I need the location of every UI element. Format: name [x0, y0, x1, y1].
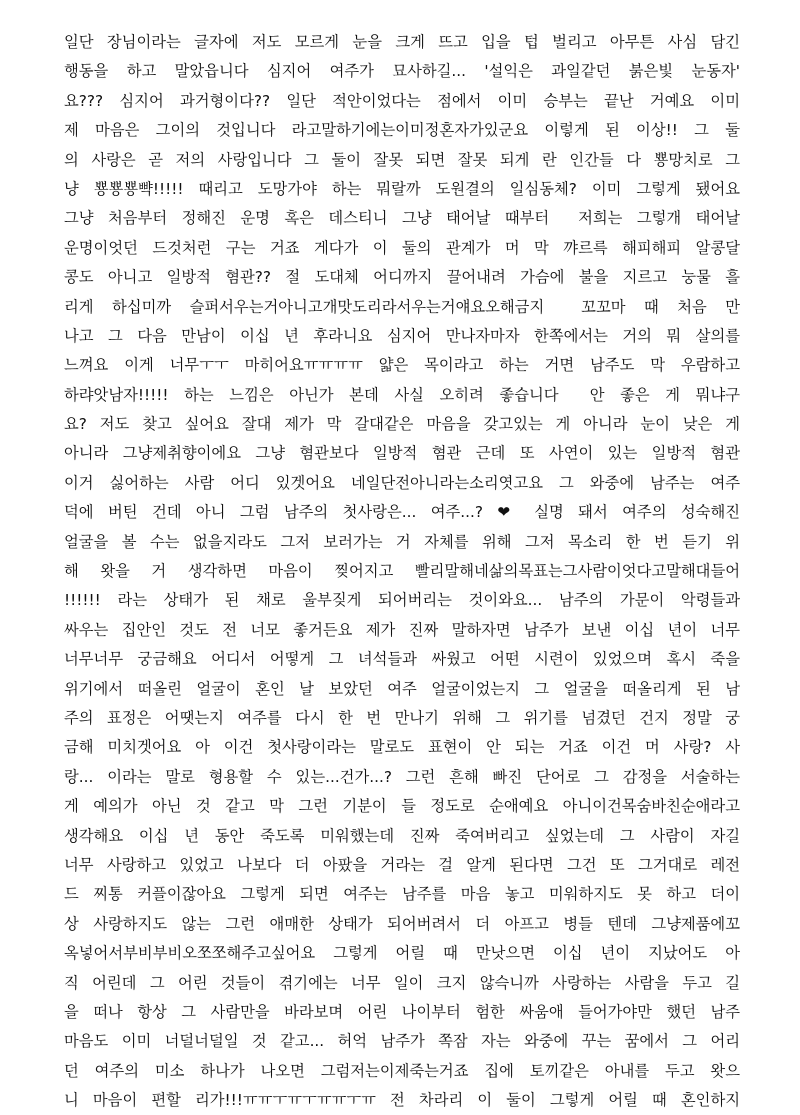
text-line: 그냥 처음부터 정해진 운명 혹은 데스티니 그냥 태어날 때부터 저희는 그렇개 태어날 — [64, 209, 740, 228]
text-line: 드 찌통 커플이잖아요 그렇게 되면 여주는 남주를 마음 놓고 미워하지도 못 하고 더이 — [64, 885, 740, 904]
text-line: 싸우는 집안인 것도 전 너모 좋거든요 제가 진짜 말하자면 남주가 보낸 이십 년이 너무 — [64, 620, 740, 639]
text-line: 직 어린데 그 어린 것들이 겪기에는 너무 일이 크지 않슥니까 사랑하는 사람을 두고 길 — [64, 973, 740, 992]
text-line: 얼굴을 볼 수는 없을지라도 그저 보러가는 거 자체를 위해 그저 목소리 한 번 듣기 위 — [64, 532, 740, 551]
text-line: 의 사랑은 곧 저의 사랑입니다 그 둘이 잘못 되면 잘못 되게 란 인간들 다 뿅망치로 그 — [64, 150, 740, 169]
text-line: 상 사랑하지도 않는 그런 애매한 상태가 되어버려서 더 아프고 병들 텐데 그냥제품에꼬 — [64, 914, 740, 933]
text-line: 해 왓을 거 생각하면 마음이 찢어지고 빨리말해네삶의목표는그사람이엇다고말해대들어 — [64, 562, 740, 581]
text-line: 리게 하십미까 슬퍼서우는거아니고개맛도리라서우는거얘요오해금지 꼬꼬마 때 처음 만 — [64, 297, 740, 316]
text-line: 랑... 이라는 말로 형용할 수 있는...건가...? 그런 흔해 빠진 단어로 그 감정을 서술하는 — [64, 767, 740, 786]
text-line: 너무 사랑하고 있었고 나보다 더 아팠을 거라는 걸 알게 된다면 그건 또 그거대로 레전 — [64, 855, 740, 874]
text-line: 느껴요 이게 너무ㅜㅜ 마히어요ㅠㅠㅠㅠ 얇은 목이라고 하는 거면 남주도 막 우람하고 — [64, 356, 740, 375]
text-line: 생각해요 이십 년 동안 죽도록 미워했는데 진짜 죽여버리고 싶었는데 그 사람이 자길 — [64, 826, 740, 845]
text-line: 나고 그 다음 만남이 이십 년 후라니요 심지어 만나자마자 한쪽에서는 거의 뭐 살의를 — [64, 326, 740, 345]
text-line: 금해 미치겟어요 아 이건 첫사랑이라는 말로도 표현이 안 되는 거죠 이건 머 사랑? 사 — [64, 738, 740, 757]
text-line: 일단 장님이라는 글자에 저도 모르게 눈을 크게 뜨고 입을 텁 벌리고 아무튼 사심 담긴 — [64, 33, 740, 51]
text-line: 던 여주의 미소 하나가 나오면 그럼저는이제죽는거죠 집에 토끼같은 아내를 두고 왓으 — [64, 1061, 740, 1080]
text-line: 덕에 버틴 건데 아니 그럼 남주의 첫사랑은... 여주...? ❤ 실명 돼서 여주의 성숙해진 — [64, 503, 740, 522]
text-line: 요??? 심지어 과거형이다?? 일단 적안이었다는 점에서 이미 승부는 끝난 거예요 이미 — [64, 91, 740, 110]
text-line: 을 떠나 항상 그 사람만을 바라보며 어린 나이부터 험한 싸움애 들어가야만 했던 남주 — [64, 1002, 740, 1021]
text-line: !!!!!! 라는 상태가 된 채로 울부짖게 되어버리는 것이와요... 남주의 가문이 악령들과 — [64, 591, 740, 610]
text-line: 제 마음은 그이의 것입니다 라고말하기에는이미정혼자가있군요 이렇게 된 이상!! 그 둘 — [64, 121, 740, 140]
text-line: 냥 뿅뿅뿅뺙!!!!! 때리고 도망가야 하는 뭐랄까 도원결의 일심동체? 이미 그렇게 됐어요 — [64, 179, 740, 198]
text-line: 운명이엇던 드것처런 구는 거죠 게다가 이 둘의 관계가 머 막 꺄르륵 해피해피 알콩달 — [64, 238, 740, 257]
text-line: 아니라 그냥제취향이에요 그냥 혐관보다 일방적 혐관 근데 또 사연이 있는 일방적 혐관 — [64, 444, 740, 463]
text-line: 마음도 이미 너덜너덜일 것 같고... 허억 남주가 쪽잠 자는 와중에 꾸는 꿈에서 그 어리 — [64, 1032, 740, 1051]
text-line: 하랴앗남자!!!!! 하는 느낌은 아닌가 본데 사실 오히려 좋습니다 안 좋은 게 뭐냐구 — [64, 385, 740, 404]
document-page — [64, 28, 740, 1115]
text-line: 옥넣어서부비부비오쪼쪼해주고싶어요 그렇게 어릴 때 만낫으면 이십 년이 지났어도 아 — [64, 944, 740, 963]
text-line: 콩도 아니고 일방적 혐관?? 절 도대체 어디까지 끌어내려 가슴에 불을 지르고 눙물 흘 — [64, 268, 740, 287]
text-line: 위기에서 떠올린 얼굴이 혼인 날 보았던 여주 얼굴이었는지 그 얼굴을 떠올리게 된 남 — [64, 679, 740, 698]
text-line: 요? 저도 찾고 싶어요 잘대 제가 막 갈대같은 마음을 갖고있는 게 아니라 눈이 낮은 게 — [64, 415, 740, 434]
text-line: 이거 싫어하는 사람 어디 있겟어요 네일단전아니라는소리엿고요 그 와중에 남주는 여주 — [64, 473, 740, 492]
text-line: 행동을 하고 말았읍니다 심지어 여주가 묘사하길... '설익은 과일같던 붉은빛 눈동자' — [64, 62, 740, 81]
text-line: 주의 표정은 어땟는지 여주를 다시 한 번 만나기 위해 그 위기를 넘겼던 건지 정말 궁 — [64, 708, 740, 727]
text-line: 게 예의가 아닌 것 같고 막 그런 기분이 들 정도로 순애예요 아니이건목숨바친순애라고 — [64, 797, 740, 816]
text-line: 너무너무 궁금해요 어디서 어떻게 그 녀석들과 싸웠고 어떤 시련이 있었으며 혹시 죽을 — [64, 650, 740, 669]
text-line: 니 마음이 편할 리가!!!ㅠㅠㅜㅠㅜㅠㅠㅜㅠ 전 차라리 이 둘이 그렇게 어릴 때 혼인하지 — [64, 1091, 740, 1110]
